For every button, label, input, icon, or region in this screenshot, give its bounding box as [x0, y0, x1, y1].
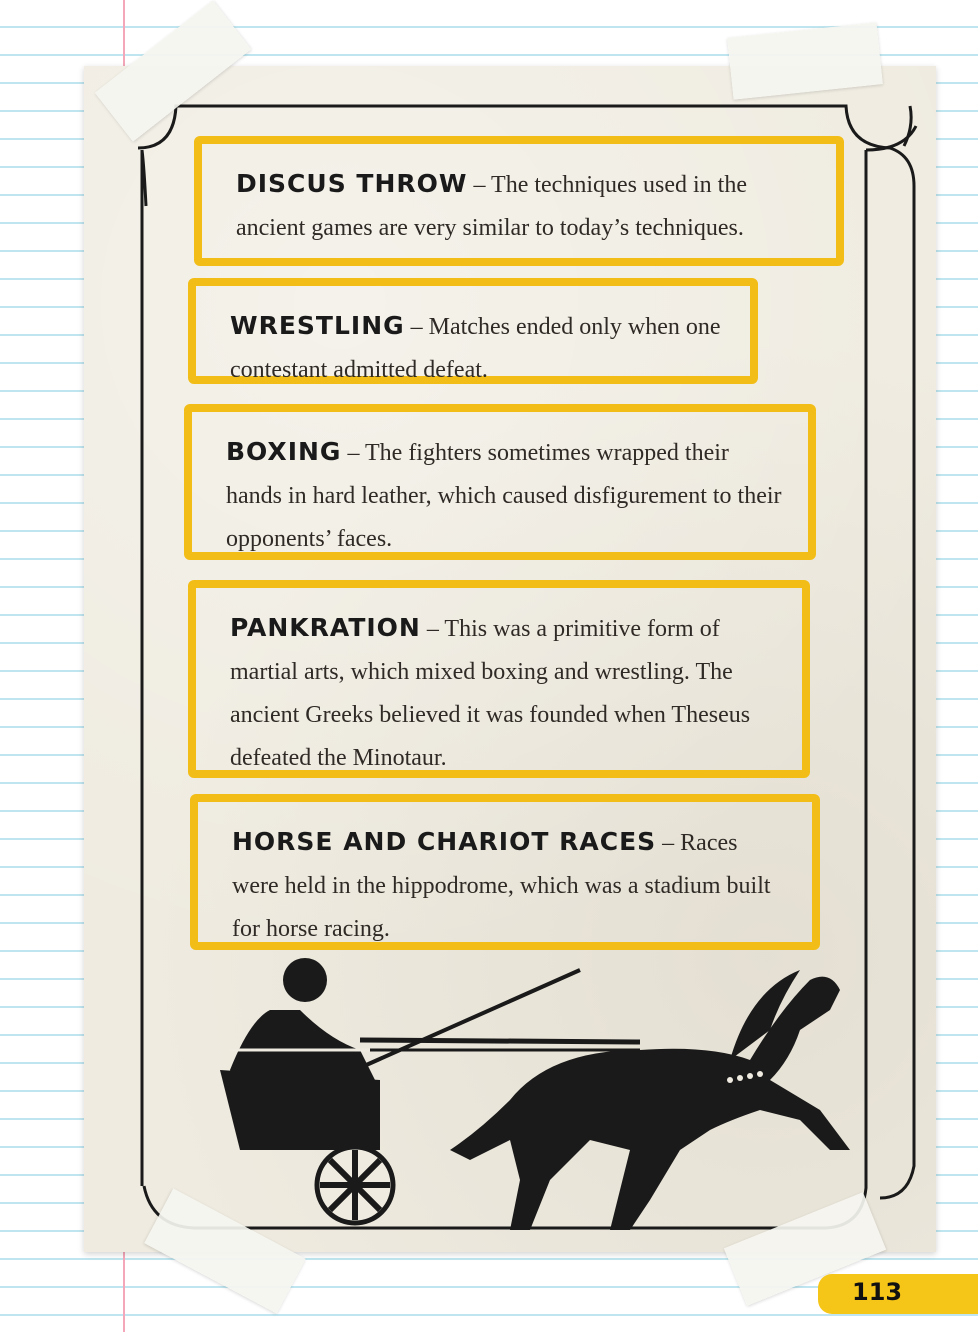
entry-term: BOXING	[226, 437, 342, 466]
entry-term: HORSE AND CHARIOT RACES	[232, 827, 657, 856]
entry-term: WRESTLING	[230, 311, 405, 340]
entry-card-boxing	[184, 404, 816, 560]
entry-text: – This was a primitive form of martial arts, which mixed boxing and wrestling. The ancient Greeks believed it was founded when Theseus defeated the Minotaur.	[230, 616, 751, 771]
entry-text: – The techniques used in the ancient games are very similar to today’s techniques.	[236, 172, 747, 241]
chariot-racer-icon	[210, 950, 870, 1230]
entry-card-wrestling	[188, 278, 758, 384]
entry-card-chariot	[190, 794, 820, 950]
entry-text: – Races were held in the hippodrome, which was a stadium built for horse racing.	[232, 830, 771, 942]
entry-term: DISCUS THROW	[236, 169, 468, 198]
entry-term: PANKRATION	[230, 613, 421, 642]
page-number: 113	[852, 1278, 903, 1306]
entry-text: – The fighters sometimes wrapped their hands in hard leather, which caused disfigurement to their opponents’ faces.	[226, 440, 782, 552]
entry-card-discus	[194, 136, 844, 266]
entry-card-pankration	[188, 580, 810, 778]
entry-text: – Matches ended only when one contestant admitted defeat.	[230, 314, 721, 383]
